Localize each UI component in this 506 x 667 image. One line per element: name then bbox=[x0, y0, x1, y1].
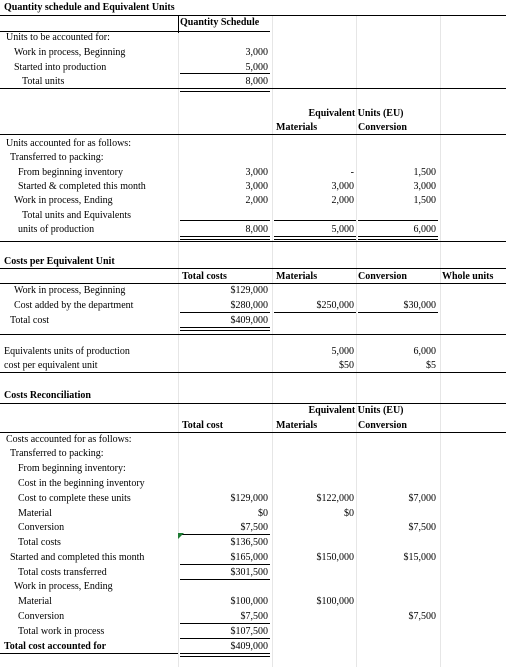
recon-row-conversion: $7,500 bbox=[408, 611, 436, 622]
cpeu-row-label: Total cost bbox=[10, 315, 50, 326]
recon-row-materials: $150,000 bbox=[316, 552, 354, 563]
recon-row-conversion: $15,000 bbox=[403, 552, 436, 563]
eu-row-label: Units accounted for as follows: bbox=[6, 138, 131, 149]
recon-col-materials: Materials bbox=[276, 420, 318, 431]
quantity-row-label: Started into production bbox=[14, 62, 107, 73]
cpeu-row-total: $129,000 bbox=[230, 285, 268, 296]
recon-row-label: Total costs bbox=[18, 537, 61, 548]
recon-row-label: Transferred to packing: bbox=[10, 448, 104, 459]
quantity-row-value: 3,000 bbox=[245, 47, 268, 58]
recon-row-total: $136,500 bbox=[230, 537, 268, 548]
eu-total-quantity: 8,000 bbox=[245, 224, 268, 235]
recon-row-label: Cost to complete these units bbox=[18, 493, 131, 504]
recon-row-label: Costs accounted for as follows: bbox=[6, 434, 132, 445]
recon-row-materials: $0 bbox=[344, 508, 354, 519]
recon-row-label: Total costs transferred bbox=[18, 567, 107, 578]
recon-eu-header: Equivalent Units (EU) bbox=[308, 405, 404, 416]
eu-row-quantity: 2,000 bbox=[245, 195, 268, 206]
recon-row-label: From beginning inventory: bbox=[18, 463, 126, 474]
quantity-row-label: Units to be accounted for: bbox=[6, 32, 110, 43]
quantity-total-value: 8,000 bbox=[245, 76, 268, 87]
cpeu-per-label: cost per equivalent unit bbox=[4, 360, 98, 371]
eu-row-label: From beginning inventory bbox=[18, 167, 123, 178]
cpeu-equiv-materials: 5,000 bbox=[331, 346, 354, 357]
cpeu-row-label: Work in process, Beginning bbox=[14, 285, 126, 296]
cpeu-equiv-label: Equivalents units of production bbox=[4, 346, 130, 357]
quantity-row-value: 5,000 bbox=[245, 62, 268, 73]
cpeu-per-conversion: $5 bbox=[426, 360, 436, 371]
quantity-row-label: Total units bbox=[22, 76, 65, 87]
eu-row-quantity: 3,000 bbox=[245, 181, 268, 192]
cpeu-row-materials: $250,000 bbox=[316, 300, 354, 311]
cpeu-col-whole: Whole units bbox=[442, 271, 494, 282]
eu-row-materials: 2,000 bbox=[331, 195, 354, 206]
eu-row-label: Started & completed this month bbox=[18, 181, 146, 192]
eu-header: Equivalent Units (EU) bbox=[308, 108, 404, 119]
cpeu-total-cost: $409,000 bbox=[230, 315, 268, 326]
cpeu-col-conversion: Conversion bbox=[358, 271, 407, 282]
recon-row-label: Cost in the beginning inventory bbox=[18, 478, 145, 489]
recon-row-materials: $100,000 bbox=[316, 596, 354, 607]
recon-row-total: $0 bbox=[258, 508, 268, 519]
recon-row-total: $7,500 bbox=[240, 522, 268, 533]
eu-row-materials: - bbox=[350, 167, 354, 178]
eu-row-conversion: 1,500 bbox=[413, 167, 436, 178]
eu-row-label: Transferred to packing: bbox=[10, 152, 104, 163]
recon-row-label: Started and completed this month bbox=[10, 552, 145, 563]
eu-col-conversion: Conversion bbox=[358, 122, 407, 133]
recon-row-label: Conversion bbox=[18, 522, 65, 533]
quantity-header: Quantity Schedule bbox=[180, 17, 260, 28]
eu-col-materials: Materials bbox=[276, 122, 318, 133]
recon-row-label: Material bbox=[18, 508, 52, 519]
recon-col-conversion: Conversion bbox=[358, 420, 407, 431]
eu-row-quantity: 3,000 bbox=[245, 167, 268, 178]
cpeu-per-materials: $50 bbox=[339, 360, 354, 371]
recon-grand-total-label: Total cost accounted for bbox=[4, 641, 107, 652]
cpeu-row-conversion: $30,000 bbox=[403, 300, 436, 311]
recon-row-conversion: $7,500 bbox=[408, 522, 436, 533]
quantity-title: Quantity schedule and Equivalent Units bbox=[4, 2, 175, 13]
eu-row-label: units of production bbox=[18, 224, 95, 235]
recon-col-total: Total cost bbox=[182, 420, 224, 431]
recon-grand-total-value: $409,000 bbox=[230, 641, 268, 652]
cpeu-col-total: Total costs bbox=[182, 271, 227, 282]
quantity-row-label: Work in process, Beginning bbox=[14, 47, 126, 58]
eu-row-conversion: 1,500 bbox=[413, 195, 436, 206]
recon-row-total: $129,000 bbox=[230, 493, 268, 504]
recon-title: Costs Reconciliation bbox=[4, 390, 91, 401]
eu-row-materials: 3,000 bbox=[331, 181, 354, 192]
recon-row-label: Conversion bbox=[18, 611, 65, 622]
cpeu-title: Costs per Equivalent Unit bbox=[4, 256, 115, 267]
eu-row-label: Work in process, Ending bbox=[14, 195, 113, 206]
recon-row-label: Material bbox=[18, 596, 52, 607]
recon-row-label: Total work in process bbox=[18, 626, 105, 637]
recon-row-materials: $122,000 bbox=[316, 493, 354, 504]
recon-row-total: $165,000 bbox=[230, 552, 268, 563]
eu-total-conversion: 6,000 bbox=[413, 224, 436, 235]
cpeu-equiv-conversion: 6,000 bbox=[413, 346, 436, 357]
recon-row-label: Work in process, Ending bbox=[14, 581, 113, 592]
recon-row-total: $107,500 bbox=[230, 626, 268, 637]
recon-row-conversion: $7,000 bbox=[408, 493, 436, 504]
cpeu-col-materials: Materials bbox=[276, 271, 318, 282]
eu-row-conversion: 3,000 bbox=[413, 181, 436, 192]
eu-row-label: Total units and Equivalents bbox=[22, 210, 132, 221]
cpeu-row-total: $280,000 bbox=[230, 300, 268, 311]
cpeu-row-label: Cost added by the department bbox=[14, 300, 134, 311]
eu-total-materials: 5,000 bbox=[331, 224, 354, 235]
recon-row-total: $7,500 bbox=[240, 611, 268, 622]
recon-row-total: $100,000 bbox=[230, 596, 268, 607]
recon-row-total: $301,500 bbox=[230, 567, 268, 578]
